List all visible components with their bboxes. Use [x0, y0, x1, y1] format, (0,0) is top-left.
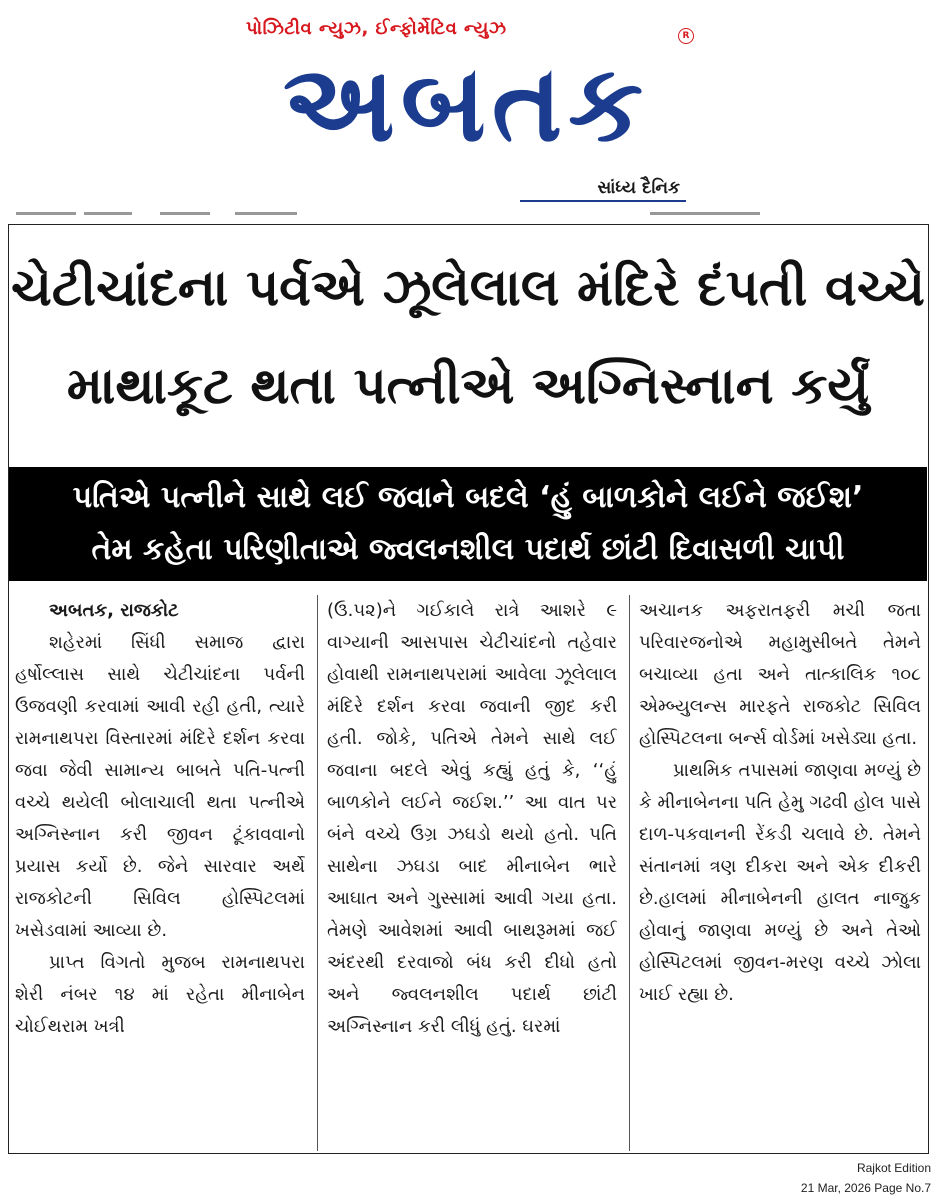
headline-line-1: ચેટીચાંદના પર્વએ ઝૂલેલાલ મંદિરે દંપતી વચ્ચે: [11, 259, 925, 318]
newspaper-logo: અબતક: [282, 42, 650, 165]
page-footer: [691, 1158, 931, 1198]
news-article: [8, 224, 929, 1154]
body-paragraph: પ્રાપ્ત વિગતો મુજબ રામનાથપરા શેરી નંબર ૧૪ માં રહેતા મીનાબેન ચોઈથરામ ખત્રી: [15, 952, 305, 1037]
masthead: [0, 0, 941, 205]
article-deck: [9, 467, 927, 581]
headline-line-2: માથાકૂટ થતા પત્નીએ અગ્નિસ્નાન કર્યું: [66, 357, 870, 416]
column-divider: [317, 595, 318, 1151]
article-headline: [9, 225, 927, 465]
body-paragraph: પ્રાથમિક તપાસમાં જાણવા મળ્યું છે કે મીનાબેનના પતિ હેમુ ગઢવી હોલ પાસે દાળ-પકવાનની રેંકડી ચલાવે છે. તેમને સંતાનમાં ત્રણ દીકરા અને એક દીકરી છે.હાલમાં મીનાબેનની હાલત નાજુક હોવાનું જાણવા મળ્યું છે અને તેઓ હોસ્પિટલમાં જીવન-મરણ વચ્ચે ઝોલા ખાઈ રહ્યા છે.: [639, 760, 921, 1005]
body-column-2: [327, 595, 617, 1151]
deck-line-2: તેમ કહેતા પરિણીતાએ જ્વલનશીલ પદાર્થ છાંટી દિવાસળી ચાપી: [91, 532, 845, 567]
edition-label: Rajkot Edition: [856, 1161, 931, 1175]
body-paragraph: (ઉ.૫૨)ને ગઈકાલે રાત્રે આશરે ૯ વાગ્યાની આસપાસ ચેટીચાંદનો તહેવાર હોવાથી રામનાથપરામાં આવેલા ઝૂલેલાલ મંદિરે દર્શન કરવા જવાની જીદ કરી હતી. જોકે, પતિએ તેમને સાથે લઈ જવાના બદલે એવું કહ્યું હતું કે, ‘‘હું બાળકોને લઈને જઈશ.’’ આ વાત પર બંને વચ્ચે ઉગ્ર ઝઘડો થયો હતો. પતિ સાથેના ઝઘડા બાદ મીનાબેન ભારે આઘાત અને ગુસ્સામાં આવી ગયા હતા. તેમણે આવેશમાં આવી બાથરૂમમાં જઈ અંદરથી દરવાજો બંધ કરી દીધો હતો અને જ્વલનશીલ પદાર્થ છાંટી અગ્નિસ્નાન કરી લીધું હતું. ઘરમાં: [327, 600, 617, 1037]
column-divider: [629, 595, 630, 1151]
masthead-rule: [520, 200, 686, 202]
body-column-3: [639, 595, 921, 1151]
registered-mark-icon: R: [678, 28, 694, 44]
body-paragraph: અચાનક અફરાતફરી મચી જતા પરિવારજનોએ મહામુસીબતે તેમને બચાવ્યા હતા અને તાત્કાલિક ૧૦૮ એમ્બ્યુલન્સ મારફતે રાજકોટ સિવિલ હોસ્પિટલના બર્ન્સ વોર્ડમાં ખસેડ્યા હતા.: [639, 600, 921, 749]
body-column-1: [15, 595, 305, 1151]
body-paragraph: શહેરમાં સિંધી સમાજ દ્વારા હર્ષોલ્લાસ સાથે ચેટીચાંદના પર્વની ઉજવણી કરવામાં આવી રહી હતી, ત્યારે રામનાથપરા વિસ્તારમાં મંદિરે દર્શન કરવા જવા જેવી સામાન્ય બાબતે પતિ-પત્ની વચ્ચે થયેલી બોલાચાલી થતા પત્નીએ અગ્નિસ્નાન કરી જીવન ટૂંકાવવાનો પ્રયાસ કર્યો છે. જેને સારવાર અર્થે રાજકોટની સિવિલ હોસ્પિટલમાં ખસેડવામાં આવ્યા છે.: [15, 632, 305, 941]
dateline: અબતક, રાજકોટ: [49, 600, 179, 621]
deck-line-1: પતિએ પત્નીને સાથે લઈ જવાને બદલે ‘હું બાળકોને લઈને જઈશ’: [72, 480, 864, 515]
masthead-tagline: પોઝિટીવ ન્યુઝ, ઈન્ફોર્મેટિવ ન્યુઝ: [246, 18, 507, 39]
article-body: [9, 595, 927, 1151]
date-page-label: 21 Mar, 2026 Page No.7: [800, 1181, 931, 1195]
clipped-previous-article-strip: [10, 208, 931, 220]
masthead-subbrand: સાંધ્ય દૈનિક: [597, 178, 680, 198]
